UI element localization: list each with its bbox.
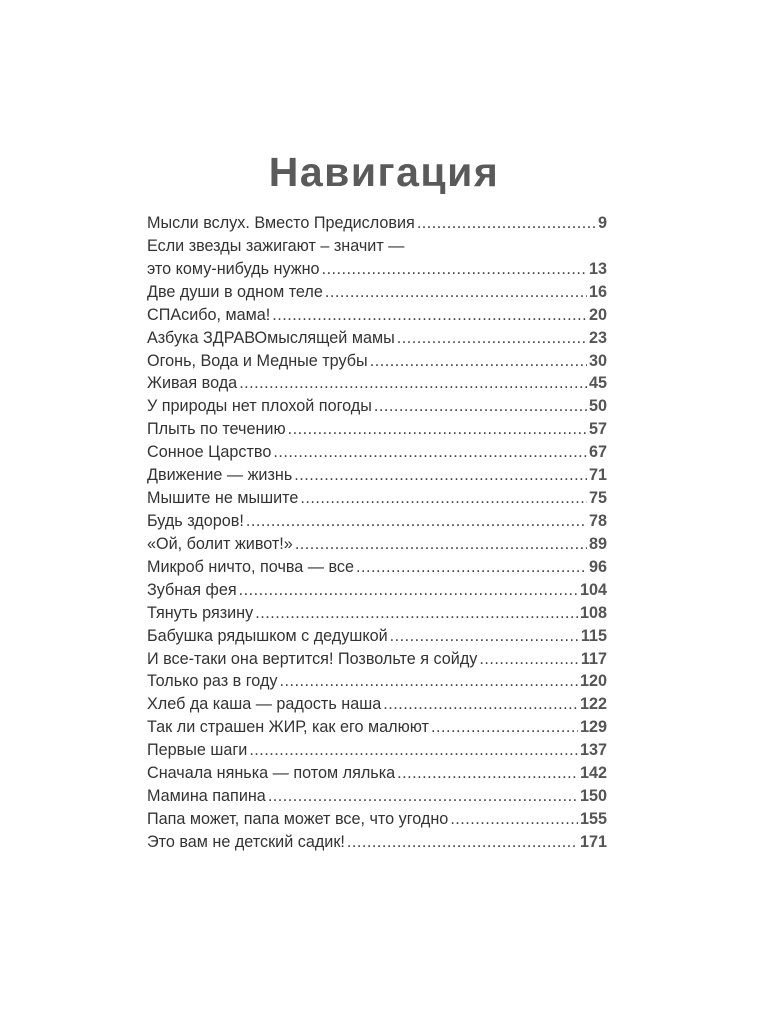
toc-entry[interactable] — [147, 762, 607, 785]
toc-entry-title: Микроб ничто, почва — все — [147, 557, 354, 576]
toc-entry[interactable] — [147, 556, 607, 579]
toc-entry-title: Так ли страшен ЖИР, как его малюют — [147, 718, 429, 737]
dot-leader — [390, 625, 579, 648]
toc-entry[interactable] — [147, 716, 607, 739]
toc-page-number: 115 — [580, 626, 607, 645]
toc-entry-title: Сонное Царство — [147, 443, 272, 462]
toc-page-number: 13 — [588, 259, 607, 278]
table-of-contents — [147, 212, 607, 854]
toc-entry[interactable] — [147, 418, 607, 441]
toc-page-number: 67 — [588, 443, 607, 462]
dot-leader — [374, 395, 587, 418]
toc-entry-title: Хлеб да каша — радость наша — [147, 695, 382, 714]
dot-leader — [347, 831, 578, 854]
dot-leader — [272, 304, 587, 327]
toc-entry[interactable] — [147, 464, 607, 487]
toc-entry[interactable] — [147, 625, 607, 648]
toc-entry[interactable] — [147, 327, 607, 350]
toc-entry[interactable] — [147, 808, 607, 831]
dot-leader — [322, 258, 587, 281]
dot-leader — [325, 281, 587, 304]
toc-entry[interactable] — [147, 395, 607, 418]
toc-page-number: 150 — [579, 787, 607, 806]
toc-entry-title: Тянуть рязину — [147, 603, 254, 622]
dot-leader — [239, 372, 587, 395]
toc-page-number: 75 — [588, 489, 607, 508]
toc-entry[interactable] — [147, 670, 607, 693]
dot-leader — [249, 739, 578, 762]
toc-page-number: 108 — [579, 603, 607, 622]
dot-leader — [268, 785, 578, 808]
toc-entry-title: И все-таки она вертится! Позвольте я сойду — [147, 649, 478, 668]
dot-leader — [450, 808, 578, 831]
toc-entry-title: Это вам не детский садик! — [147, 832, 345, 851]
toc-page-number: 142 — [579, 764, 607, 783]
toc-entry[interactable] — [147, 510, 607, 533]
toc-entry-title: Мамина папина — [147, 787, 266, 806]
toc-page-number: 120 — [579, 672, 607, 691]
toc-entry[interactable] — [147, 212, 607, 235]
toc-entry-title: Папа может, папа может все, что угодно — [147, 809, 449, 828]
toc-page-number: 122 — [579, 695, 607, 714]
dot-leader — [246, 510, 587, 533]
toc-page-number: 45 — [588, 374, 607, 393]
toc-entry-title: Движение — жизнь — [147, 466, 293, 485]
toc-entry[interactable] — [147, 602, 607, 625]
toc-entry[interactable] — [147, 258, 607, 281]
toc-entry-title: Первые шаги — [147, 741, 248, 760]
dot-leader — [356, 556, 587, 579]
toc-page-number: 20 — [588, 305, 607, 324]
page-title: Навигация — [268, 149, 500, 195]
dot-leader — [397, 762, 578, 785]
toc-entry-title: Зубная фея — [147, 580, 237, 599]
toc-entry[interactable] — [147, 304, 607, 327]
toc-page-number: 16 — [588, 282, 607, 301]
toc-entry-title: Плыть по течению — [147, 420, 286, 439]
toc-entry[interactable] — [147, 831, 607, 854]
dot-leader — [255, 602, 578, 625]
toc-page-number: 57 — [588, 420, 607, 439]
toc-entry[interactable] — [147, 487, 607, 510]
toc-entry-title: Будь здоров! — [147, 511, 244, 530]
dot-leader — [239, 579, 578, 602]
toc-entry-title: Две души в одном теле — [147, 282, 323, 301]
toc-entry-title: Мышите не мышите — [147, 489, 299, 508]
dot-leader — [431, 716, 578, 739]
dot-leader — [295, 533, 587, 556]
dot-leader — [273, 441, 587, 464]
toc-entry[interactable] — [147, 350, 607, 373]
toc-page-number: 155 — [579, 809, 607, 828]
toc-entry-title: «Ой, болит живот!» — [147, 534, 293, 553]
toc-entry-title-line: Если звезды зажигают – значит — — [147, 236, 405, 255]
toc-entry[interactable] — [147, 441, 607, 464]
toc-entry-title: СПАсибо, мама! — [147, 305, 271, 324]
toc-page-number: 129 — [579, 718, 607, 737]
toc-page-number: 137 — [579, 741, 607, 760]
toc-entry-title: Сначала нянька — потом лялька — [147, 764, 396, 783]
dot-leader — [288, 418, 587, 441]
toc-entry[interactable] — [147, 693, 607, 716]
toc-entry[interactable] — [147, 739, 607, 762]
toc-entry[interactable] — [147, 648, 607, 671]
toc-entry-title: Только раз в году — [147, 672, 278, 691]
toc-entry-title: это кому-нибудь нужно — [147, 259, 320, 278]
dot-leader — [383, 693, 578, 716]
toc-entry-title: Живая вода — [147, 374, 238, 393]
toc-entry-title: Бабушка рядышком с дедушкой — [147, 626, 388, 645]
toc-entry-title: Азбука ЗДРАВОмыслящей мамы — [147, 328, 395, 347]
toc-entry[interactable] — [147, 785, 607, 808]
toc-entry-title: Мысли вслух. Вместо Предисловия — [147, 214, 415, 232]
toc-page-number: 96 — [588, 557, 607, 576]
toc-page-number: 104 — [579, 580, 607, 599]
toc-entry-title: Огонь, Вода и Медные трубы — [147, 351, 368, 370]
dot-leader — [300, 487, 587, 510]
toc-entry[interactable] — [147, 281, 607, 304]
toc-page-number: 171 — [579, 832, 607, 851]
toc-page-number: 23 — [588, 328, 607, 347]
toc-page-number: 9 — [597, 214, 607, 232]
toc-page-number: 117 — [580, 649, 607, 668]
toc-entry-title: У природы нет плохой погоды — [147, 397, 372, 416]
toc-entry[interactable] — [147, 533, 607, 556]
toc-page-number: 30 — [588, 351, 607, 370]
dot-leader — [294, 464, 587, 487]
toc-page-number: 50 — [588, 397, 607, 416]
toc-entry[interactable] — [147, 579, 607, 602]
dot-leader — [417, 212, 596, 235]
dot-leader — [280, 670, 578, 693]
dot-leader — [397, 327, 587, 350]
toc-entry[interactable] — [147, 372, 607, 395]
toc-page-number: 78 — [588, 511, 607, 530]
dot-leader — [479, 648, 579, 671]
dot-leader — [370, 350, 587, 373]
toc-page-number: 89 — [588, 534, 607, 553]
toc-page-number: 71 — [588, 466, 607, 485]
